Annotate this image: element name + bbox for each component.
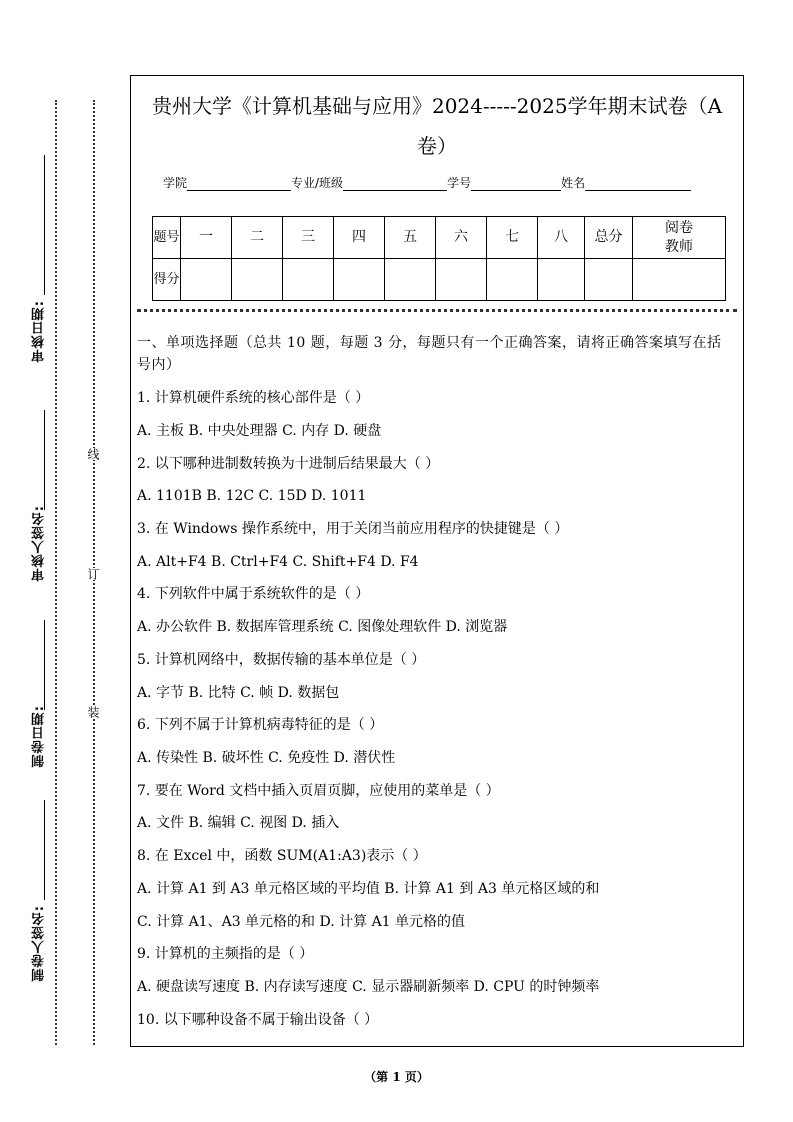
college-blank[interactable]: [187, 177, 291, 191]
question-1-options: A. 主板 B. 中央处理器 C. 内存 D. 硬盘: [137, 423, 382, 439]
dotted-separator: [137, 309, 737, 312]
major-class-blank[interactable]: [343, 177, 447, 191]
question-5-options: A. 字节 B. 比特 C. 帧 D. 数据包: [137, 685, 340, 701]
section-col-1: 一: [181, 217, 232, 259]
section-col-2: 二: [232, 217, 283, 259]
question-9: 9. 计算机的主频指的是（ ）: [137, 946, 314, 962]
section-col-8: 八: [538, 217, 585, 259]
student-id-label: 学号: [447, 176, 472, 190]
binding-mark-bind: 装: [86, 706, 100, 718]
score-cell[interactable]: [487, 259, 538, 301]
section-col-6: 六: [436, 217, 487, 259]
score-cell[interactable]: [181, 259, 232, 301]
question-7-options: A. 文件 B. 编辑 C. 视图 D. 插入: [137, 815, 340, 831]
exam-frame: [130, 75, 744, 1047]
question-6: 6. 下列不属于计算机病毒特征的是（ ）: [137, 717, 384, 733]
question-number-header: 题号: [153, 217, 181, 259]
question-1: 1. 计算机硬件系统的核心部件是（ ）: [137, 390, 370, 406]
question-9-options: A. 硬盘读写速度 B. 内存读写速度 C. 显示器刷新频率 D. CPU 的时钟频率: [137, 979, 600, 995]
total-score-cell[interactable]: [585, 259, 633, 301]
section-1-heading: 一、单项选择题（总共 10 题，每题 3 分，每题只有一个正确答案，请将正确答案填写在括号内）: [137, 335, 722, 373]
binding-mark-line: 线: [86, 448, 100, 460]
section-col-5: 五: [385, 217, 436, 259]
score-cell[interactable]: [436, 259, 487, 301]
question-2-options: A. 1101B B. 12C C. 15D D. 1011: [137, 488, 367, 504]
question-4: 4. 下列软件中属于系统软件的是（ ）: [137, 586, 370, 602]
question-8: 8. 在 Excel 中，函数 SUM(A1:A3)表示（ ）: [137, 848, 427, 864]
creator-date-line: [44, 620, 45, 710]
name-label: 姓名: [561, 176, 586, 190]
score-row-label: 得分: [153, 259, 181, 301]
reviewer-date-label: 审核日期:: [32, 300, 47, 363]
student-info-row: [163, 174, 691, 191]
grader-header: 阅卷教师: [633, 217, 726, 259]
page-number: （第 1 页）: [364, 1070, 429, 1084]
score-table-header-row: [153, 217, 726, 259]
score-cell[interactable]: [538, 259, 585, 301]
reviewer-signature-line: [44, 410, 45, 510]
name-blank[interactable]: [585, 177, 691, 191]
score-table-score-row: [153, 259, 726, 301]
section-col-7: 七: [487, 217, 538, 259]
question-6-options: A. 传染性 B. 破坏性 C. 免疫性 D. 潜伏性: [137, 750, 396, 766]
question-2: 2. 以下哪种进制数转换为十进制后结果最大（ ）: [137, 456, 440, 472]
exam-title: 贵州大学《计算机基础与应用》2024-----2025学年期末试卷（A卷）: [151, 94, 723, 158]
question-7: 7. 要在 Word 文档中插入页眉页脚，应使用的菜单是（ ）: [137, 783, 500, 799]
major-class-label: 专业/班级: [291, 176, 344, 190]
student-id-blank[interactable]: [471, 177, 561, 191]
question-8-options-cd: C. 计算 A1、A3 单元格的和 D. 计算 A1 单元格的值: [137, 914, 466, 930]
reviewer-date-line: [44, 155, 45, 295]
creator-date-label: 制卷日期:: [32, 705, 47, 768]
score-cell[interactable]: [334, 259, 385, 301]
grader-cell[interactable]: [633, 259, 726, 301]
binding-mark-staple: 订: [86, 568, 100, 580]
score-cell[interactable]: [385, 259, 436, 301]
question-10: 10. 以下哪种设备不属于输出设备（ ）: [137, 1012, 379, 1028]
total-score-header: 总分: [585, 217, 633, 259]
question-3-options: A. Alt+F4 B. Ctrl+F4 C. Shift+F4 D. F4: [137, 554, 419, 570]
score-cell[interactable]: [232, 259, 283, 301]
question-3: 3. 在 Windows 操作系统中，用于关闭当前应用程序的快捷键是（ ）: [137, 521, 569, 537]
creator-signature-line: [44, 800, 45, 900]
question-5: 5. 计算机网络中，数据传输的基本单位是（ ）: [137, 652, 426, 668]
creator-signature-label: 制卷人签名:: [32, 905, 47, 982]
question-4-options: A. 办公软件 B. 数据库管理系统 C. 图像处理软件 D. 浏览器: [137, 619, 508, 635]
section-col-4: 四: [334, 217, 385, 259]
question-8-options-ab: A. 计算 A1 到 A3 单元格区域的平均值 B. 计算 A1 到 A3 单元格区域的和: [137, 881, 600, 897]
section-col-3: 三: [283, 217, 334, 259]
reviewer-signature-label: 审核人签名:: [32, 505, 47, 582]
score-cell[interactable]: [283, 259, 334, 301]
score-table: [152, 216, 726, 301]
college-label: 学院: [163, 176, 188, 190]
margin-dotted-line-outer: [55, 100, 57, 1045]
